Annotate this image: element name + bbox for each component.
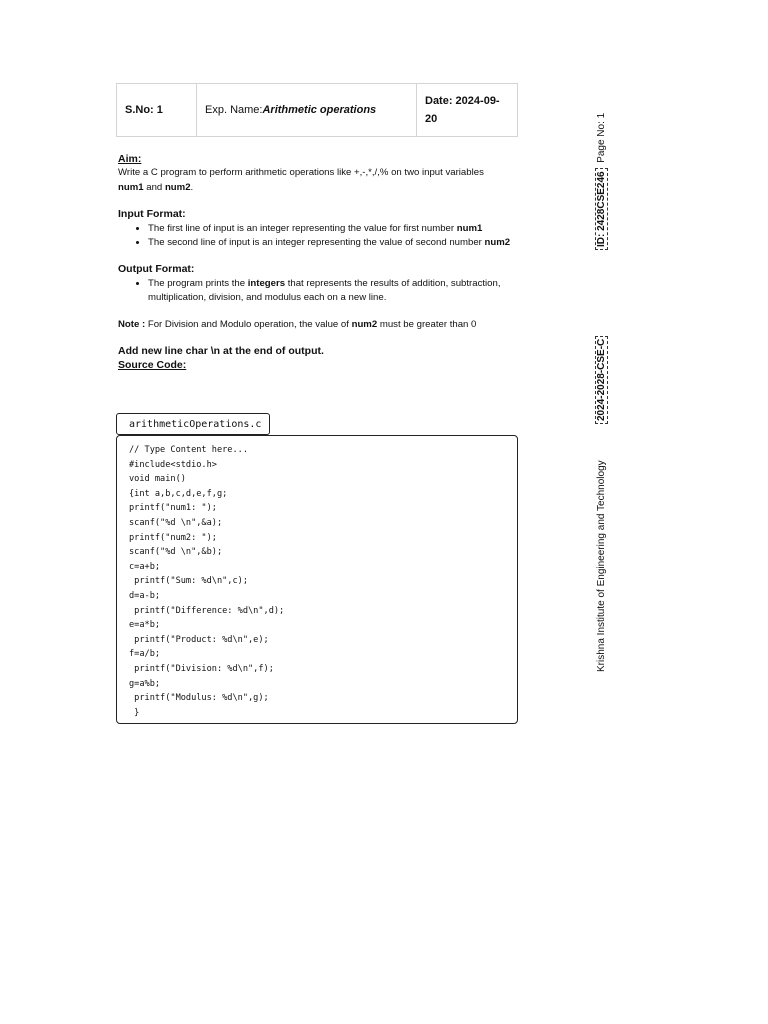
code-line: c=a+b; xyxy=(129,561,161,572)
aim-and: and xyxy=(143,181,165,193)
code-line: printf("num1: "); xyxy=(129,503,217,514)
input-format-item-1 xyxy=(148,222,518,236)
note-text: For Division and Modulo operation, the value of xyxy=(145,318,352,330)
institute-name: Krishna Institute of Engineering and Technology xyxy=(596,460,607,672)
sidebar-institute xyxy=(596,460,607,672)
code-line: printf("Division: %d\n",f); xyxy=(129,663,274,674)
problem-description xyxy=(118,152,518,373)
serial-number: S.No: 1 xyxy=(117,84,197,136)
experiment-name-value: Arithmetic operations xyxy=(262,104,377,116)
aim-end: . xyxy=(190,181,194,193)
student-id: ID: 2428CSE246 xyxy=(595,168,608,250)
input-item-2-var: num2 xyxy=(484,237,511,249)
code-line: printf("Product: %d\n",e); xyxy=(129,634,269,645)
code-line: d=a-b; xyxy=(129,590,161,601)
file-name-tab[interactable]: arithmeticOperations.c xyxy=(116,413,270,435)
note-label: Note : xyxy=(118,318,146,330)
output-format-heading: Output Format: xyxy=(118,263,195,276)
aim-heading: Aim: xyxy=(118,153,142,165)
code-line: g=a%b; xyxy=(129,678,161,689)
output-format-item xyxy=(148,277,518,306)
input-format-heading: Input Format: xyxy=(118,208,186,221)
experiment-name xyxy=(197,84,417,136)
input-item-2-text: The second line of input is an integer representing the value of second number xyxy=(148,237,485,249)
sidebar-batch xyxy=(596,336,607,424)
aim-var1: num1 xyxy=(118,181,144,193)
input-format-item-2 xyxy=(148,236,518,250)
experiment-date xyxy=(417,84,517,136)
batch-code: 2024-2028-CSE-C xyxy=(595,336,608,424)
code-line: #include<stdio.h> xyxy=(129,459,217,470)
note-post: must be greater than 0 xyxy=(377,318,477,330)
code-line: e=a*b; xyxy=(129,620,161,631)
aim-var2: num2 xyxy=(164,181,191,193)
input-format-list xyxy=(118,222,518,251)
newline-note: Add new line char \n at the end of output. xyxy=(118,345,324,358)
note-line xyxy=(118,318,518,332)
aim-text xyxy=(118,166,518,195)
code-line: printf("Sum: %d\n",c); xyxy=(129,576,248,587)
page-number: Page No: 1 xyxy=(596,112,607,163)
code-line: f=a/b; xyxy=(129,649,161,660)
experiment-name-label: Exp. Name: xyxy=(205,104,263,116)
output-format-list xyxy=(118,277,518,306)
code-line: printf("Difference: %d\n",d); xyxy=(129,605,285,616)
code-line: {int a,b,c,d,e,f,g; xyxy=(129,488,228,499)
note-var: num2 xyxy=(351,318,378,330)
output-item-bold: integers xyxy=(247,277,286,289)
date-line-1: Date: 2024-09- xyxy=(425,95,500,107)
experiment-header-table xyxy=(116,83,518,137)
code-line: // Type Content here... xyxy=(129,445,248,455)
code-line: printf("num2: "); xyxy=(129,532,217,543)
code-line: } xyxy=(129,707,140,718)
aim-text-body: Write a C program to perform arithmetic operations like +,-,*,/,% on two input variables xyxy=(118,167,484,179)
input-item-1-var: num1 xyxy=(456,222,483,234)
code-line: scanf("%d \n",&b); xyxy=(129,547,223,558)
code-line: printf("Modulus: %d\n",g); xyxy=(129,693,269,704)
code-line: void main() xyxy=(129,474,186,485)
source-code-heading: Source Code: xyxy=(118,359,187,372)
output-item-post: that represents the results of addition, subtraction, multiplication, division, and modulus each on a new line. xyxy=(148,277,501,304)
code-line: scanf("%d \n",&a); xyxy=(129,517,223,528)
output-item-pre: The program prints the xyxy=(148,277,248,289)
input-item-1-text: The first line of input is an integer representing the value for first number xyxy=(148,222,457,234)
source-code-block xyxy=(116,435,518,724)
date-line-2: 20 xyxy=(425,113,438,125)
sidebar-id-page xyxy=(596,113,607,250)
